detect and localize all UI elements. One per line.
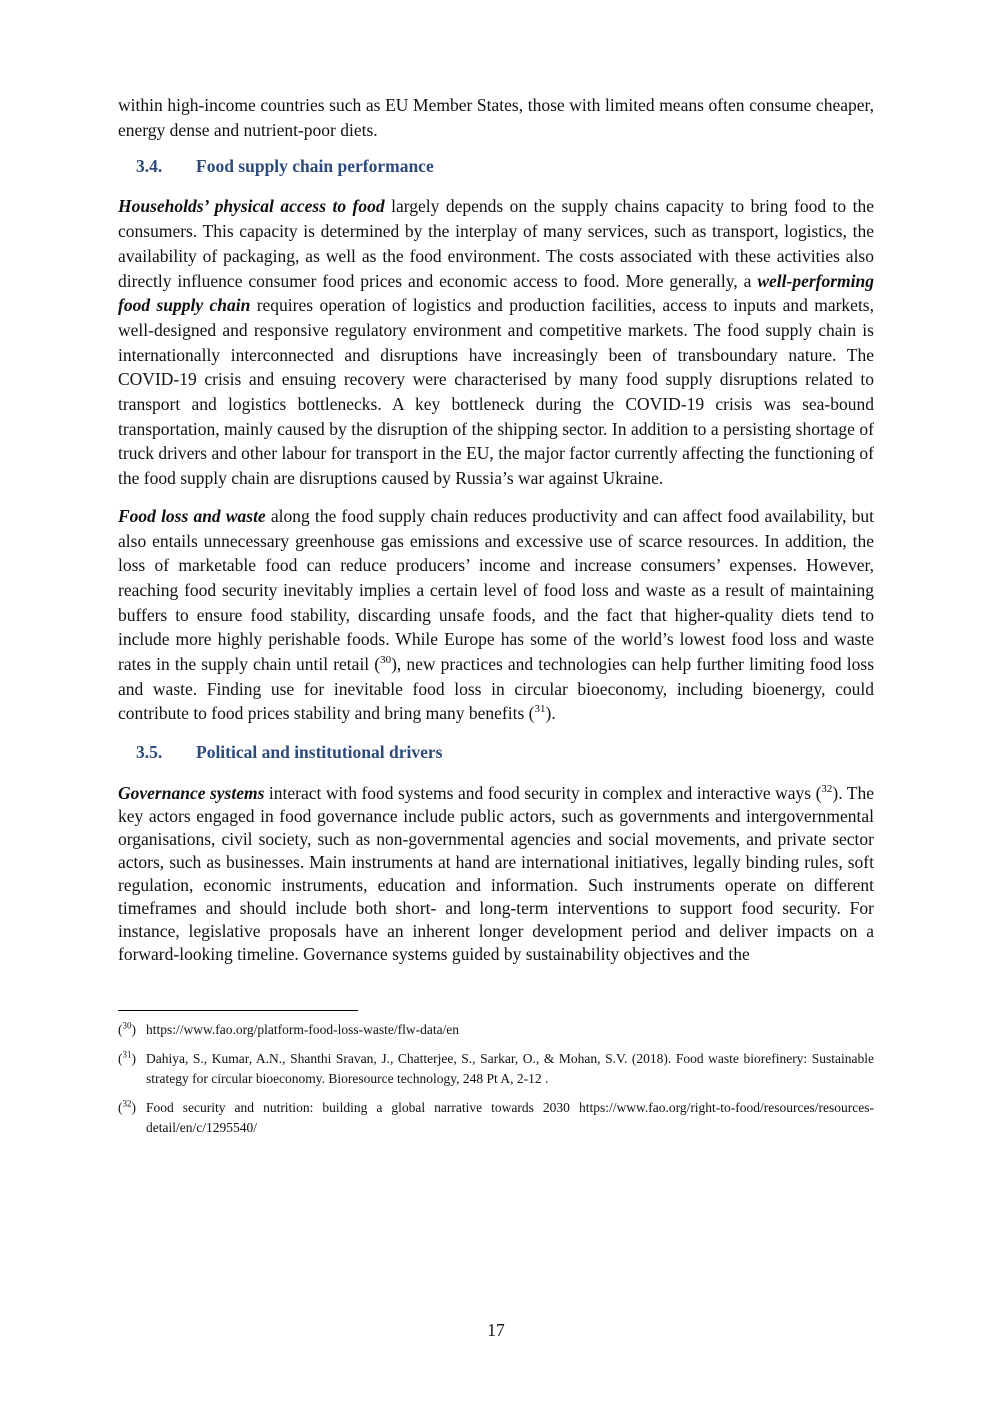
paragraph-text: interact with food systems and food security in complex and interactive ways ( bbox=[264, 783, 822, 804]
section-heading-3-5 bbox=[118, 740, 874, 764]
footnote-text: Dahiya, S., Kumar, A.N., Shanthi Sravan, J., Chatterjee, S., Sarkar, O., & Mohan, S.V. (2018). Food waste biorefinery: Sustainable strategy for circular bioeconomy. Bioresource technology, 248 Pt A, 2-12 . bbox=[146, 1051, 874, 1087]
footnote bbox=[118, 1020, 874, 1040]
page-number: 17 bbox=[487, 1320, 505, 1340]
paragraph-text: largely depends on the supply chains capacity to bring food to the consumers. This capacity is determined by the interplay of many services, such as transport, logistics, the availability of packaging, as well as the food environment. The costs associated with these activities also directly influence consumer food prices and economic access to food. More generally, a bbox=[118, 196, 874, 291]
paragraph-text: ). The key actors engaged in food governance include public actors, such as governments and intergovernmental organisations, civil society, such as non-governmental agencies and social movements, and private sector actors, such as businesses. Main instruments at hand are international initiatives, legally binding rules, soft regulation, economic instruments, education and information. Such instruments operate on different timeframes and should include both short- and long-term interventions to support food security. For instance, legislative proposals have an inherent longer development period and deliver impacts on a forward-looking timeline. Governance systems guided by sustainability objectives and the bbox=[118, 783, 874, 965]
footnote-num: 30 bbox=[122, 1020, 132, 1031]
section-title: Food supply chain performance bbox=[196, 156, 434, 177]
intro-paragraph: within high-income countries such as EU Member States, those with limited means often consume cheaper, energy dense and nutrient-poor diets. bbox=[118, 95, 874, 140]
footnote-number: ($^{31}$) bbox=[118, 1049, 136, 1067]
paragraph-text: requires operation of logistics and production facilities, access to inputs and markets, well-designed and responsive regulatory environment and competitive markets. The food supply chain is internationally interconnected and disruptions have increasingly been of transboundary nature. The COVID-19 crisis and ensuing recovery were characterised by many food supply disruptions related to transport and logistics bottlenecks. A key bottleneck during the COVID-19 crisis was sea-bound transportation, mainly caused by the disruption of the shipping sector. In addition to a persisting shortage of truck drivers and other labour for transport in the EU, the major factor currently affecting the functioning of the food supply chain are disruptions caused by Russia’s war against Ukraine. bbox=[118, 295, 874, 489]
footnote-separator bbox=[118, 1010, 358, 1011]
section-number: 3.5. bbox=[136, 742, 163, 763]
footnote bbox=[118, 1049, 874, 1089]
footnote-number: ($^{30}$) bbox=[118, 1020, 136, 1038]
footnotes bbox=[118, 1020, 874, 1138]
paragraph-text: ), new practices and technologies can help further limiting food loss and waste. Finding use for inevitable food loss in circular bioeconomy, including bioenergy, could contribute to food prices stability and bring many benefits ( bbox=[118, 654, 874, 724]
footnote-num: 31 bbox=[122, 1049, 132, 1060]
paragraph-text: along the food supply chain reduces productivity and can affect food availability, but also entails unnecessary greenhouse gas emissions and excessive use of scarce resources. In addition, the loss of marketable food can reduce producers’ income and increase consumers’ expenses. However, reaching food security inevitably implies a certain level of food loss and waste as a result of maintaining buffers to ensure food stability, discarding unsafe foods, and the fact that higher-quality diets tend to include more highly perishable foods. While Europe has some of the world’s lowest food loss and waste rates in the supply chain until retail ( bbox=[118, 505, 874, 675]
emphasis-term: Households’ physical access to food bbox=[118, 196, 385, 217]
emphasis-term: Food loss and waste bbox=[118, 505, 266, 526]
paragraph-supply-chain bbox=[118, 194, 874, 490]
footnote-text[interactable]: Food security and nutrition: building a global narrative towards 2030 https://www.fao.org/right-to-food/resources/resources-detail/en/c/1295540/ bbox=[146, 1100, 874, 1136]
section-heading-3-4 bbox=[118, 154, 874, 178]
footnote-text[interactable]: https://www.fao.org/platform-food-loss-waste/flw-data/en bbox=[146, 1022, 460, 1038]
footnote-number: ($^{32}$) bbox=[118, 1098, 136, 1116]
footnote-num: 32 bbox=[122, 1098, 132, 1109]
emphasis-term: Governance systems bbox=[118, 783, 265, 804]
document-page bbox=[118, 93, 874, 1138]
section-title: Political and institutional drivers bbox=[196, 742, 443, 763]
footnote-ref[interactable]: 30 bbox=[380, 654, 392, 667]
footnote-ref[interactable]: 32 bbox=[821, 783, 833, 796]
footnote-ref[interactable]: 31 bbox=[534, 703, 546, 716]
paragraph-text: ). bbox=[545, 703, 556, 724]
emphasis-term: well-performing food supply chain bbox=[118, 270, 874, 316]
paragraph-food-loss bbox=[118, 504, 874, 726]
footnote bbox=[118, 1098, 874, 1138]
section-number: 3.4. bbox=[136, 156, 163, 177]
paragraph-governance bbox=[118, 782, 874, 966]
